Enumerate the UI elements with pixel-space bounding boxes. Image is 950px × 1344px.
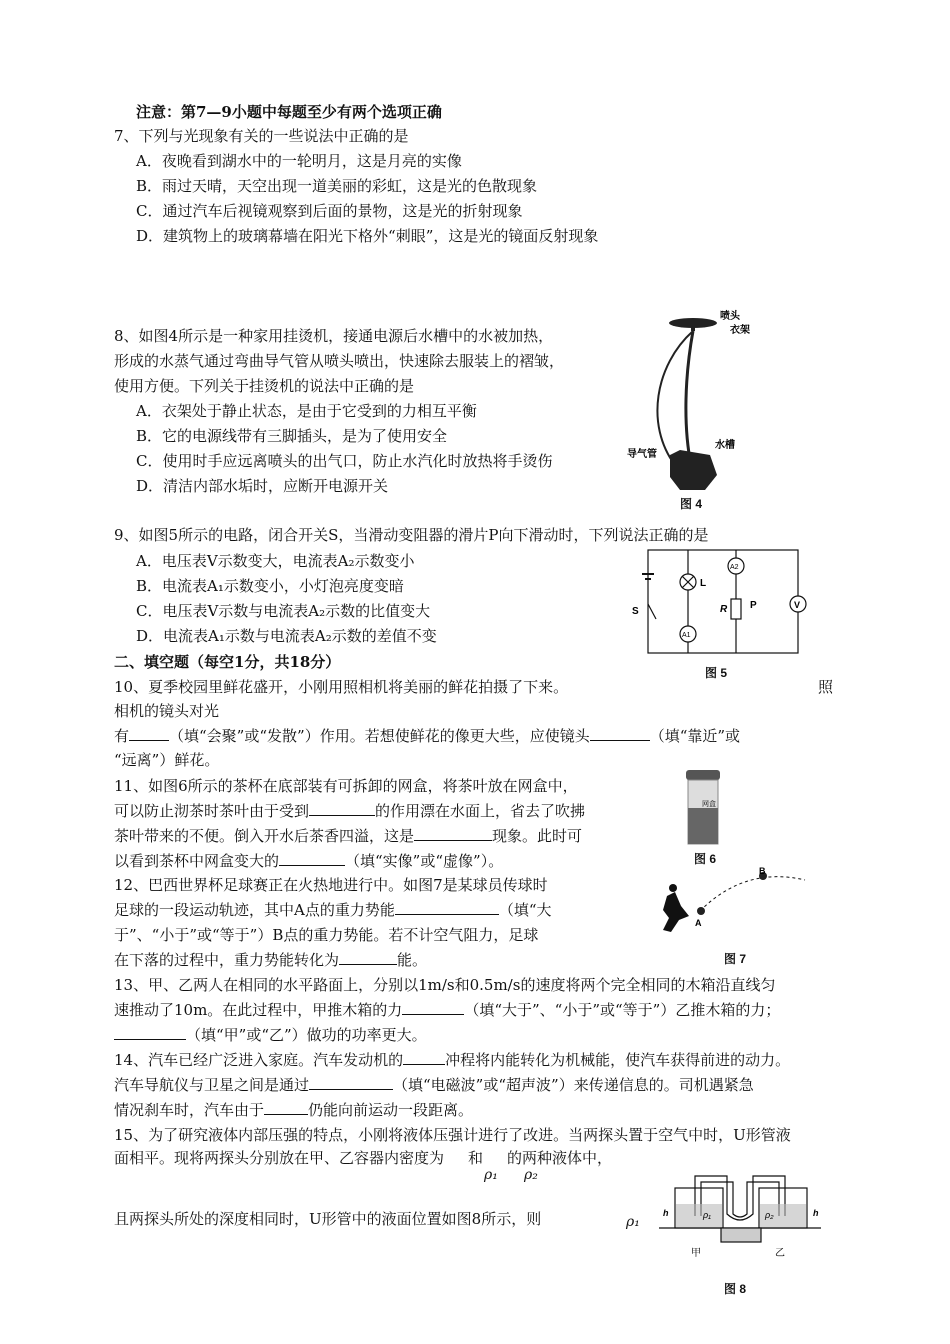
q15-line-2: 面相平。现将两探头分别放在甲、乙容器内密度为 和 的两种液体中， — [114, 1149, 613, 1167]
q8-stem-3: 使用方便。下列关于挂烫机的说法中正确的是 — [114, 377, 415, 395]
q9-option-a: A．电压表V示数变大，电流表A₂示数变小 — [136, 552, 415, 570]
q9-option-c: C．电压表V示数与电流表A₂示数的比值变大 — [136, 602, 431, 620]
q15-line-1: 15、为了研究液体内部压强的特点，小刚将液体压强计进行了改进。当两探头置于空气中时，U形管液 — [114, 1126, 791, 1144]
label-hanger: 衣架 — [730, 325, 750, 336]
q10-line-4: “远离”）鲜花。 — [114, 751, 220, 769]
q9-option-d: D．电流表A₁示数与电流表A₂示数的差值不变 — [136, 627, 437, 645]
figure-5-circuit — [628, 544, 808, 659]
rho-1-symbol: ρ₁ — [484, 1167, 498, 1183]
q10-line-3: 有 （填“会聚”或“发散”）作用。若想使鲜花的像更大些，应使镜头 （填“靠近”或 — [114, 727, 741, 745]
note: 注意：第7—9小题中每题至少有两个选项正确 — [136, 103, 442, 121]
q7-option-b: B．雨过天晴，天空出现一道美丽的彩虹，这是光的色散现象 — [136, 177, 538, 195]
q7-option-d: D．建筑物上的玻璃幕墙在阳光下格外“刺眼”，这是光的镜面反射现象 — [136, 227, 599, 245]
q10-line-1: 10、夏季校园里鲜花盛开，小刚用照相机将美丽的鲜花拍摄了下来。 — [114, 678, 569, 696]
label-a2: A2 — [730, 564, 739, 571]
label-l: L — [700, 578, 707, 589]
q12-line-2: 足球的一段运动轨迹，其中A点的重力势能 （填“大 — [114, 901, 552, 919]
answer-blank — [114, 1025, 186, 1040]
label-a1: A1 — [682, 632, 691, 639]
q8-stem-1: 8、如图4所示是一种家用挂烫机，接通电源后水槽中的水被加热， — [114, 327, 554, 345]
answer-blank — [590, 726, 650, 741]
answer-blank — [309, 801, 375, 816]
q15-line-3: 且两探头所处的深度相同时，U形管中的液面位置如图8所示，则 — [114, 1210, 542, 1228]
q7-stem: 7、下列与光现象有关的一些说法中正确的是 — [114, 127, 409, 145]
q8-option-c: C．使用时手应远离喷头的出气口，防止水汽化时放热将手烫伤 — [136, 452, 553, 470]
answer-blank — [402, 1000, 464, 1015]
label-a: A — [695, 918, 702, 928]
label-b: B — [759, 866, 766, 876]
q8-option-a: A．衣架处于静止状态，是由于它受到的力相互平衡 — [136, 402, 477, 420]
answer-blank — [339, 950, 397, 965]
q8-stem-2: 形成的水蒸气通过弯曲导气管从喷头喷出，快速除去服装上的褶皱， — [114, 352, 565, 370]
label-h-right: h — [813, 1208, 819, 1218]
q12-line-3: 于”、“小于”或“等于”）B点的重力势能。若不计空气阻力，足球 — [114, 926, 539, 944]
figure-7-football — [655, 866, 820, 946]
label-tank: 水槽 — [715, 440, 735, 451]
section-2-title: 二、填空题（每空1分，共18分） — [114, 653, 341, 671]
label-s: S — [632, 606, 639, 617]
label-jia: 甲 — [691, 1248, 701, 1259]
q10-line-1-right: 照 — [818, 678, 834, 696]
answer-blank — [129, 726, 169, 741]
figure-6-teacup — [680, 768, 726, 848]
q12-line-1: 12、巴西世界杯足球赛正在火热地进行中。如图7是某球员传球时 — [114, 876, 548, 894]
q7-option-a: A．夜晚看到湖水中的一轮明月，这是月亮的实像 — [136, 152, 462, 170]
label-r: R — [720, 604, 728, 615]
q13-line-3: （填“甲”或“乙”）做功的功率更大。 — [114, 1024, 427, 1046]
figure-7-caption: 图 7 — [724, 952, 747, 966]
answer-blank — [309, 1075, 393, 1090]
figure-8-manometer — [655, 1166, 825, 1262]
q12-line-4: 在下落的过程中，重力势能转化为 能。 — [114, 951, 428, 969]
rho-1-symbol-answer: ρ₁ — [626, 1214, 640, 1230]
label-mesh-box: 网盒 — [702, 801, 716, 808]
answer-blank — [279, 851, 345, 866]
q10-line-2: 相机的镜头对光 — [114, 702, 220, 720]
q14-line-1: 14、汽车已经广泛进入家庭。汽车发动机的 冲程将内能转化为机械能，使汽车获得前进的动力。 — [114, 1051, 791, 1069]
q9-stem: 9、如图5所示的电路，闭合开关S，当滑动变阻器的滑片P向下滑动时，下列说法正确的是 — [114, 526, 709, 544]
figure-4-steamer — [625, 305, 765, 515]
q11-line-4: 以看到茶杯中网盒变大的 （填“实像”或“虚像”）。 — [114, 852, 504, 870]
q7-option-c: C．通过汽车后视镜观察到后面的景物，这是光的折射现象 — [136, 202, 523, 220]
q13-line-1: 13、甲、乙两人在相同的水平路面上，分别以1m/s和0.5m/s的速度将两个完全相同的木箱沿直线匀 — [114, 976, 776, 994]
figure-6-caption: 图 6 — [694, 852, 717, 866]
q14-line-3: 情况刹车时，汽车由于 仍能向前运动一段距离。 — [114, 1101, 474, 1119]
label-tube: 导气管 — [627, 449, 657, 460]
answer-blank — [403, 1050, 445, 1065]
rho-2-symbol: ρ₂ — [524, 1167, 538, 1183]
label-rho-2: ρ₂ — [765, 1210, 774, 1220]
label-rho-1: ρ₁ — [703, 1210, 711, 1220]
q9-option-b: B．电流表A₁示数变小，小灯泡亮度变暗 — [136, 577, 404, 595]
q14-line-2: 汽车导航仪与卫星之间是通过 （填“电磁波”或“超声波”）来传递信息的。司机遇紧急 — [114, 1076, 754, 1094]
answer-blank — [264, 1100, 308, 1115]
q8-option-b: B．它的电源线带有三脚插头，是为了使用安全 — [136, 427, 448, 445]
figure-8-caption: 图 8 — [724, 1282, 747, 1296]
label-h-left: h — [663, 1208, 669, 1218]
label-yi: 乙 — [775, 1248, 785, 1259]
answer-blank — [414, 826, 492, 841]
label-v: V — [794, 600, 801, 610]
label-p: P — [750, 600, 757, 611]
q8-option-d: D．清洁内部水垢时，应断开电源开关 — [136, 477, 389, 495]
q11-line-3: 茶叶带来的不便。倒入开水后茶香四溢，这是 现象。此时可 — [114, 827, 583, 845]
q13-line-2: 速推动了10m。在此过程中，甲推木箱的力 （填“大于”、“小于”或“等于”）乙推木箱的力； — [114, 1001, 781, 1019]
answer-blank — [395, 900, 499, 915]
q11-line-1: 11、如图6所示的茶杯在底部装有可拆卸的网盒，将茶叶放在网盒中， — [114, 777, 578, 795]
label-nozzle: 喷头 — [720, 311, 740, 322]
figure-4-caption: 图 4 — [680, 497, 703, 511]
figure-5-caption: 图 5 — [705, 666, 728, 680]
q11-line-2: 可以防止沏茶时茶叶由于受到 的作用漂在水面上，省去了吹拂 — [114, 802, 586, 820]
